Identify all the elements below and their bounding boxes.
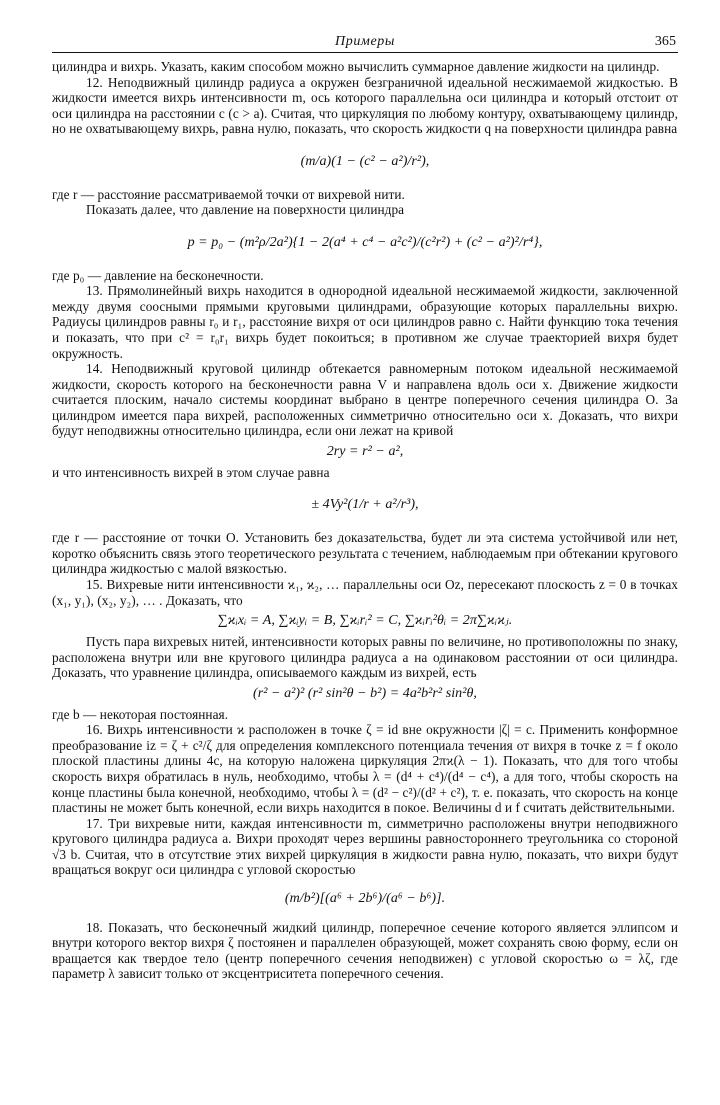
paragraph-pressure-intro: Показать далее, что давление на поверхности цилиндра (86, 202, 405, 218)
paragraph-continuation: цилиндра и вихрь. Указать, каким способом можно вычислить суммарное давление жидкости на цилиндр. (52, 59, 660, 74)
paragraph-r-definition: где r — расстояние рассматриваемой точки от вихревой нити. (52, 186, 405, 202)
paragraph-vortex-pair: Пусть пара вихревых нитей, интенсивности которых равны по величине, но противоположны по знаку, расположена внутри или вне кругового цилиндра радиуса a на одинаковом расстоянии от оси цилиндра. Доказать, что уравнение цилиндра, описываемого каждым из вихрей, есть (52, 634, 678, 681)
formula-sums: ∑ϰᵢxᵢ = A, ∑ϰᵢyᵢ = B, ∑ϰᵢrᵢ² = C, ∑ϰᵢrᵢ²θᵢ = 2π∑ϰᵢϰⱼ. (217, 613, 513, 629)
formula-intensity: ± 4Vy²(1/r + a²/r³), (311, 497, 419, 513)
problem-14: 14. Неподвижный круговой цилиндр обтекается равномерным потоком идеальной несжимаемой жидкости, скорость которого на бесконечности равна V и направлена вдоль оси x. Движение жидкости считается плоским, начало системы координат выбрано в центре поперечного сечения цилиндра O. За цилиндром имеется пара вихрей, расположенных симметрично относительно оси x. Доказать, что вихри будут неподвижны относительно цилиндра, если они лежат на кривой (52, 361, 678, 439)
problem-18: 18. Показать, что бесконечный жидкий цилиндр, поперечное сечение которого является эллипсом и внутри которого вектор вихря ζ постоянен и параллелен образующей, может сохранять свою форму, если он вращается как твердое тело (центр поперечного сечения неподвижен) с угловой скоростью ω = λζ, где параметр λ зависит только от эксцентриситета поперечного сечения. (52, 919, 678, 982)
problem-13: 13. Прямолинейный вихрь находится в однородной идеальной несжимаемой жидкости, заключенной между двумя соосными прямыми круговыми цилиндрами, образующие которых параллельны вихрю. Радиусы цилиндров равны r₀ и r₁, расстояние вихря от оси цилиндров равно c. Найти функцию тока течения и показать, что при c² = r₀r₁ вихрь будет покоиться; в противном же случае траекторией вихря будет окружность. (52, 283, 678, 361)
formula-curve: 2ry = r² − a², (326, 443, 404, 459)
paragraph-p0-definition: где p₀ — давление на бесконечности. (52, 267, 264, 283)
formula-cylinder: (r² − a²)² (r² sin²θ − b²) = 4a²b²r² sin²θ, (253, 685, 477, 701)
paragraph-stability: где r — расстояние от точки O. Установить без доказательства, будет ли эта система устойчивой или нет, коротко объяснить связь этого теоретического результата с течением, наблюдаемым при обтекании кругового цилиндра жидкостью с малой вязкостью. (52, 530, 678, 577)
running-header (52, 34, 678, 53)
formula-angular-velocity: (m/b²)[(a⁶ + 2b⁶)/(a⁶ − b⁶)]. (284, 890, 446, 906)
paragraph-intensity-intro: и что интенсивность вихрей в этом случае равна (52, 464, 330, 480)
problem-16: 16. Вихрь интенсивности ϰ расположен в точке ζ = id вне окружности |ζ| = c. Применить конформное преобразование iz = ζ + c²/ζ для определения комплексного потенциала течения от вихря в точке z = f около плоской пластины длины 4c, на которую наложена циркуляция 2πϰ(λ − 1). Показать, что для того чтобы скорость вихря обратилась в нуль, необходимо, чтобы λ = (d⁴ + c⁴)/(d⁴ − c⁴), а для того, чтобы скорость на конце пластины была конечной, необходимо, чтобы λ = (d² − c²)/(d² + c²), т. е. показать, что скорость на конце пластины не может быть конечной, если вихрь находится в покое. Величины d и f считать действительными. (52, 722, 678, 816)
page-number: 365 (654, 34, 676, 49)
paragraph-b-definition: где b — некоторая постоянная. (52, 706, 229, 722)
problem-12: 12. Неподвижный цилиндр радиуса a окружен безграничной идеальной несжимаемой жидкостью. В жидкости имеется вихрь интенсивности m, ось которого параллельна оси цилиндра и который отстоит от оси цилиндра на расстоянии c (c > a). Считая, что циркуляция по любому контуру, охватывающему цилиндр, но не охватывающему вихрь, равна нулю, показать, что скорость жидкости q на поверхности цилиндра равна (52, 74, 678, 137)
problem-17: 17. Три вихревые нити, каждая интенсивности m, симметрично расположены внутри неподвижного кругового цилиндра радиуса a. Вихри проходят через вершины равностороннего треугольника со стороной √3 b. Считая, что в отсутствие этих вихрей циркуляция в жидкости равна нулю, показать, что вихри будут вращаться вокруг оси цилиндра с угловой скоростью (52, 815, 678, 878)
formula-pressure: p = p₀ − (m²ρ/2a²){1 − 2(a⁴ + c⁴ − a²c²)/(c²r²) + (c² − a²)²/r⁴}, (187, 234, 543, 250)
formula-q-surface: (m/a)(1 − (c² − a²)/r²), (300, 153, 430, 169)
problem-15: 15. Вихревые нити интенсивности ϰ₁, ϰ₂, … параллельны оси Oz, пересекают плоскость z = 0 в точках (x₁, y₁), (x₂, y₂), … . Доказать, что (52, 577, 678, 608)
running-title: Примеры (335, 34, 395, 49)
